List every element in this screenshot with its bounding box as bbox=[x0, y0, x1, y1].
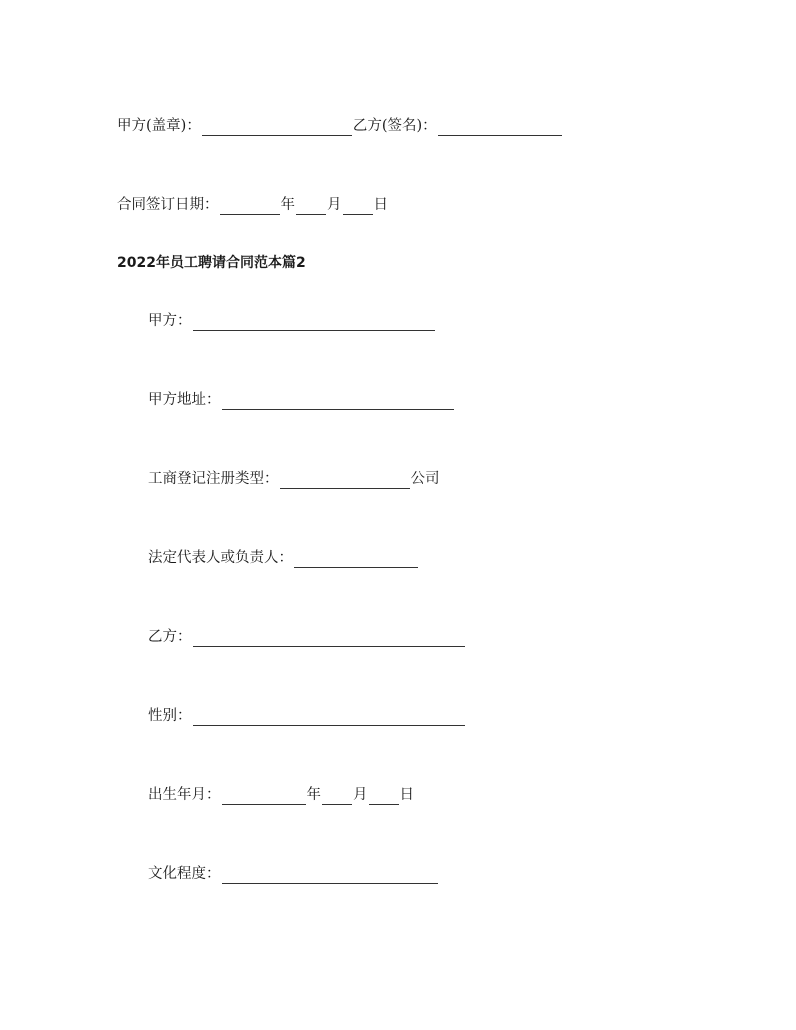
education-row bbox=[148, 864, 439, 884]
birth-day-blank[interactable] bbox=[369, 789, 399, 805]
signing-year-unit: 年 bbox=[280, 197, 295, 213]
signing-month-unit: 月 bbox=[327, 197, 342, 213]
birth-month-unit: 月 bbox=[353, 787, 368, 803]
signature-parties-row bbox=[117, 116, 563, 136]
party-a-row bbox=[148, 311, 436, 331]
party-a-seal-blank[interactable] bbox=[202, 120, 352, 136]
legal-rep-row bbox=[148, 548, 419, 568]
registration-type-suffix: 公司 bbox=[410, 471, 440, 487]
legal-rep-label: 法定代表人或负责人： bbox=[148, 550, 293, 566]
birth-date-label: 出生年月： bbox=[148, 787, 221, 803]
section-heading: 2022年员工聘请合同范本篇2 bbox=[117, 255, 306, 271]
signing-month-blank[interactable] bbox=[296, 199, 326, 215]
education-blank[interactable] bbox=[222, 868, 438, 884]
birth-date-row bbox=[148, 785, 414, 805]
party-b-label: 乙方： bbox=[148, 629, 192, 645]
birth-year-blank[interactable] bbox=[222, 789, 306, 805]
party-b-sign-blank[interactable] bbox=[438, 120, 562, 136]
party-b-row bbox=[148, 627, 466, 647]
party-a-label: 甲方： bbox=[148, 313, 192, 329]
signing-year-blank[interactable] bbox=[220, 199, 280, 215]
birth-month-blank[interactable] bbox=[322, 789, 352, 805]
party-a-seal-label: 甲方(盖章)： bbox=[117, 118, 201, 134]
party-b-blank[interactable] bbox=[193, 631, 465, 647]
registration-type-label: 工商登记注册类型： bbox=[148, 471, 279, 487]
registration-type-blank[interactable] bbox=[280, 473, 410, 489]
registration-type-row bbox=[148, 469, 440, 489]
party-b-sign-label: 乙方(签名)： bbox=[352, 118, 437, 134]
legal-rep-blank[interactable] bbox=[294, 552, 418, 568]
signing-day-unit: 日 bbox=[373, 197, 388, 213]
birth-year-unit: 年 bbox=[306, 787, 321, 803]
signing-date-row bbox=[117, 195, 388, 215]
party-a-address-blank[interactable] bbox=[222, 394, 454, 410]
party-a-address-row bbox=[148, 390, 455, 410]
education-label: 文化程度： bbox=[148, 866, 221, 882]
birth-day-unit: 日 bbox=[399, 787, 414, 803]
gender-row bbox=[148, 706, 466, 726]
party-a-address-label: 甲方地址： bbox=[148, 392, 221, 408]
signing-date-label: 合同签订日期： bbox=[117, 197, 219, 213]
gender-label: 性别： bbox=[148, 708, 192, 724]
signing-day-blank[interactable] bbox=[343, 199, 373, 215]
gender-blank[interactable] bbox=[193, 710, 465, 726]
party-a-blank[interactable] bbox=[193, 315, 435, 331]
